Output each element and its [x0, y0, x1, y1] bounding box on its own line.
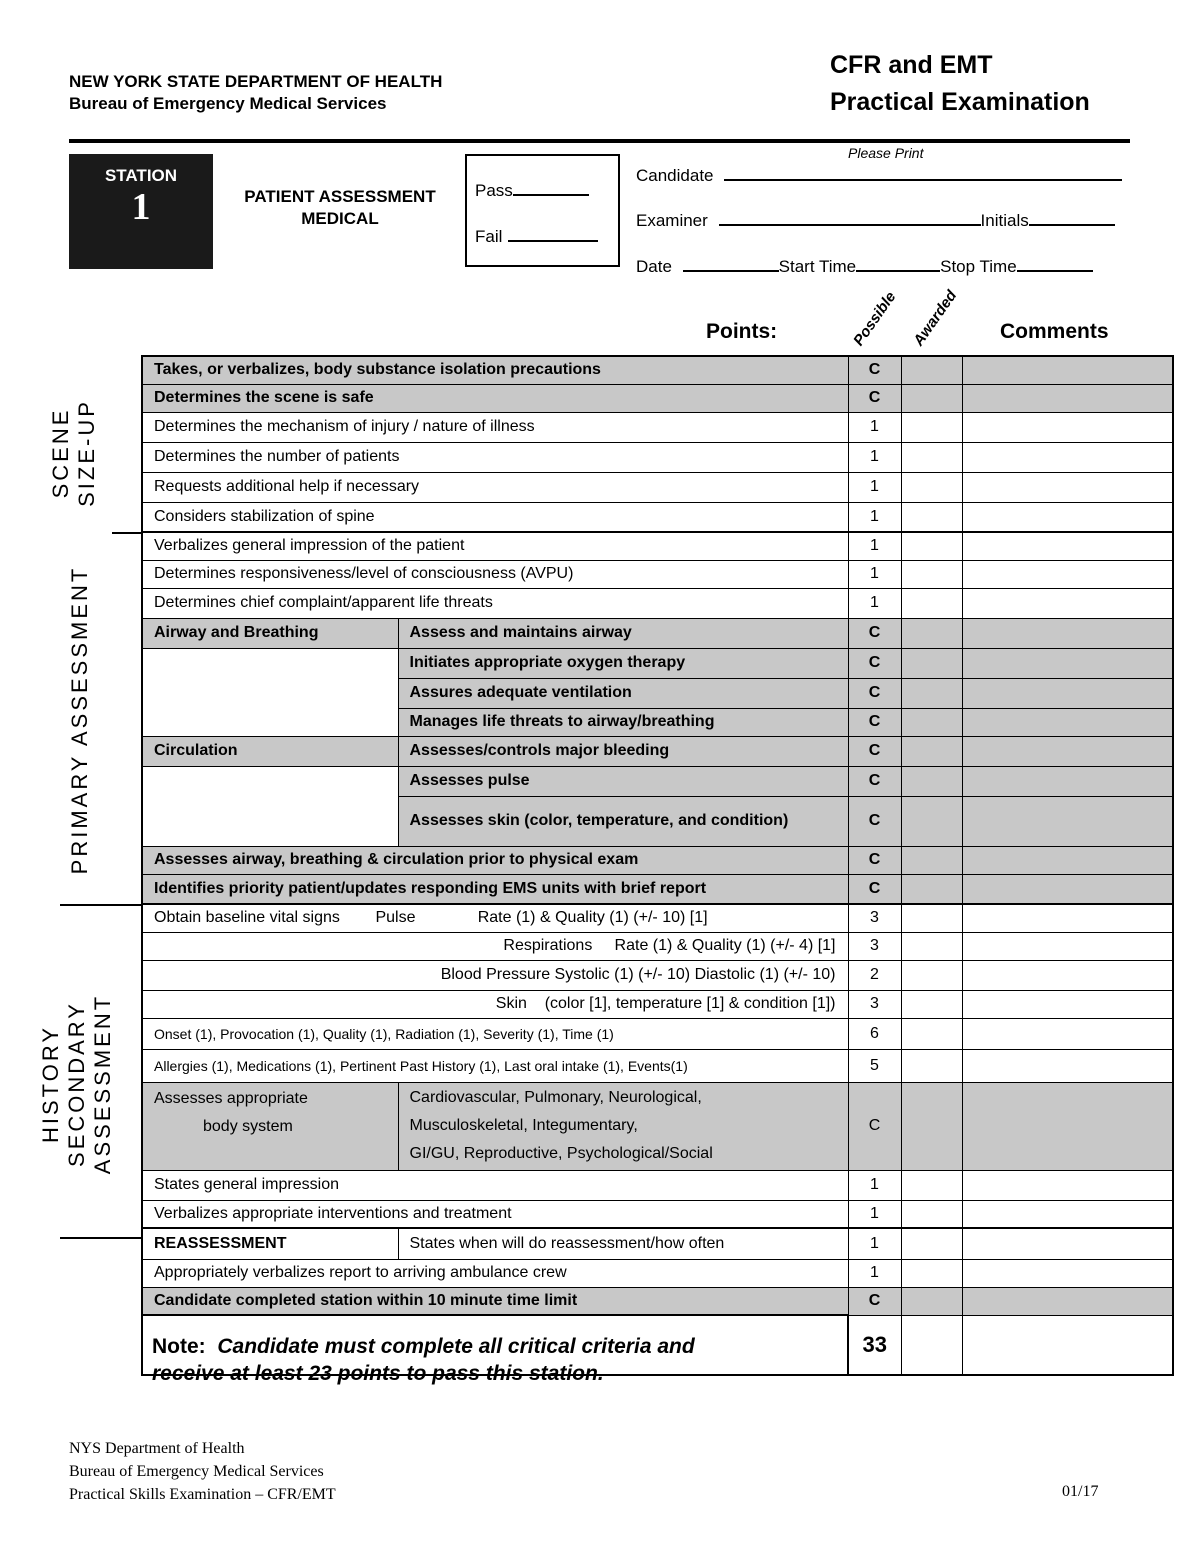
possible-points: C [848, 874, 901, 904]
possible-points: 1 [848, 1200, 901, 1228]
possible-points: 3 [848, 990, 901, 1018]
step-text: Considers stabilization of spine [142, 502, 848, 532]
group-label-empty [142, 766, 398, 846]
awarded-cell[interactable] [901, 1287, 962, 1315]
fail-line[interactable] [508, 224, 598, 242]
possible-points: C [848, 384, 901, 412]
station-name-line-2: MEDICAL [301, 209, 379, 228]
awarded-cell[interactable] [901, 990, 962, 1018]
fail-field[interactable] [475, 224, 598, 247]
possible-points: 1 [848, 472, 901, 502]
step-text: Manages life threats to airway/breathing [398, 708, 848, 736]
table-row [142, 766, 1173, 796]
awarded-cell[interactable] [901, 846, 962, 874]
group-label: REASSESSMENT [142, 1228, 398, 1259]
body-system-line-1: Cardiovascular, Pulmonary, Neurological, [409, 1089, 702, 1106]
step-text: Appropriately verbalizes report to arriving ambulance crew [142, 1259, 848, 1287]
step-text: Skin (color [1], temperature [1] & condition [1]) [142, 990, 848, 1018]
awarded-cell[interactable] [901, 356, 962, 384]
note-prefix: Note: [152, 1335, 206, 1358]
start-time-line[interactable] [856, 254, 940, 272]
table-row [142, 1259, 1173, 1287]
total-awarded-cell[interactable] [901, 1315, 962, 1375]
step-text: Assess and maintains airway [398, 618, 848, 648]
table-row [142, 932, 1173, 960]
awarded-cell[interactable] [901, 472, 962, 502]
section-scene-line-1: SCENE [48, 407, 73, 499]
section-history-line-3: ASSESSMENT [90, 993, 115, 1175]
table-row [142, 1200, 1173, 1228]
table-row [142, 532, 1173, 560]
awarded-cell[interactable] [901, 532, 962, 560]
pass-field[interactable] [475, 178, 589, 201]
table-row [142, 990, 1173, 1018]
station-number: 1 [131, 186, 151, 228]
step-text: Assesses skin (color, temperature, and condition) [398, 796, 848, 846]
possible-points: C [848, 678, 901, 708]
table-row [142, 502, 1173, 532]
possible-points: 1 [848, 442, 901, 472]
table-row [142, 1049, 1173, 1082]
table-row [142, 1170, 1173, 1200]
table-row [142, 472, 1173, 502]
possible-points: C [848, 796, 901, 846]
comments-cell[interactable] [962, 442, 1173, 472]
points-heading: Points: [706, 320, 778, 343]
group-label: Airway and Breathing [142, 618, 398, 648]
fail-label: Fail [475, 227, 503, 246]
footer [69, 1437, 336, 1506]
step-text: Allergies (1), Medications (1), Pertinent Past History (1), Last oral intake (1), Events(1) [142, 1049, 848, 1082]
table-row [142, 874, 1173, 904]
section-divider [60, 1237, 142, 1239]
note-line-1: Candidate must complete all critical criteria and [217, 1335, 695, 1358]
group-label [142, 1082, 398, 1170]
possible-points: 1 [848, 532, 901, 560]
table-row [142, 846, 1173, 874]
please-print-hint: Please Print [848, 145, 924, 161]
table-row [142, 1082, 1173, 1170]
possible-points: C [848, 766, 901, 796]
date-line[interactable] [683, 254, 779, 272]
candidate-line[interactable] [724, 163, 1122, 181]
body-system-label-1: Assesses appropriate [154, 1089, 308, 1107]
awarded-cell[interactable] [901, 708, 962, 736]
step-text: Requests additional help if necessary [142, 472, 848, 502]
step-text: Obtain baseline vital signs Pulse Rate (1) & Quality (1) (+/- 10) [1] [142, 904, 848, 932]
possible-points: C [848, 356, 901, 384]
station-label: STATION [104, 166, 178, 185]
step-text: Determines the number of patients [142, 442, 848, 472]
comments-cell[interactable] [962, 412, 1173, 442]
table-row [142, 356, 1173, 384]
comments-cell[interactable] [962, 356, 1173, 384]
section-primary-assessment: PRIMARY ASSESSMENT [67, 565, 92, 875]
awarded-cell[interactable] [901, 384, 962, 412]
examiner-field[interactable] [636, 208, 1115, 231]
possible-points: C [848, 846, 901, 874]
possible-points: C [848, 736, 901, 766]
table-row [142, 384, 1173, 412]
body-system-line-2: Musculoskeletal, Integumentary, [409, 1117, 638, 1134]
comments-cell[interactable] [962, 874, 1173, 904]
possible-points: C [848, 618, 901, 648]
date-label: Date [636, 257, 672, 276]
station-name [222, 186, 458, 230]
table-row [142, 736, 1173, 766]
org-header [69, 71, 442, 115]
total-comments-cell[interactable] [962, 1315, 1173, 1375]
awarded-cell[interactable] [901, 1200, 962, 1228]
step-text: Assesses airway, breathing & circulation prior to physical exam [142, 846, 848, 874]
header-divider [69, 139, 1130, 143]
org-bureau: Bureau of Emergency Medical Services [69, 94, 387, 113]
table-row [142, 588, 1173, 618]
comments-cell[interactable] [962, 384, 1173, 412]
step-text: Candidate completed station within 10 minute time limit [142, 1287, 848, 1315]
total-possible-points: 33 [848, 1315, 901, 1375]
step-text: Determines the scene is safe [142, 384, 848, 412]
step-text: Blood Pressure Systolic (1) (+/- 10) Diastolic (1) (+/- 10) [142, 960, 848, 990]
stop-time-line[interactable] [1017, 254, 1093, 272]
revision-date: 01/17 [1062, 1483, 1099, 1500]
comments-cell[interactable] [962, 1049, 1173, 1082]
comments-cell[interactable] [962, 532, 1173, 560]
table-row [142, 648, 1173, 678]
step-text: Assesses/controls major bleeding [398, 736, 848, 766]
comments-heading: Comments [1000, 320, 1109, 343]
table-row [142, 412, 1173, 442]
title-line-2: Practical Examination [830, 88, 1090, 116]
org-name: NEW YORK STATE DEPARTMENT OF HEALTH [69, 72, 443, 91]
possible-points: C [848, 1287, 901, 1315]
awarded-cell[interactable] [901, 766, 962, 796]
note-line-2: receive at least 23 points to pass this station. [152, 1362, 604, 1385]
step-text: Identifies priority patient/updates responding EMS units with brief report [142, 874, 848, 904]
awarded-cell[interactable] [901, 648, 962, 678]
table-row [142, 904, 1173, 932]
awarded-cell[interactable] [901, 796, 962, 846]
comments-cell[interactable] [962, 1200, 1173, 1228]
comments-cell[interactable] [962, 588, 1173, 618]
possible-points: 1 [848, 588, 901, 618]
awarded-cell[interactable] [901, 588, 962, 618]
comments-cell[interactable] [962, 1082, 1173, 1170]
comments-cell[interactable] [962, 678, 1173, 708]
step-text: Assesses pulse [398, 766, 848, 796]
comments-cell[interactable] [962, 618, 1173, 648]
awarded-cell[interactable] [901, 442, 962, 472]
step-text: States when will do reassessment/how often [398, 1228, 848, 1259]
step-text: Verbalizes general impression of the patient [142, 532, 848, 560]
awarded-cell[interactable] [901, 1082, 962, 1170]
comments-cell[interactable] [962, 502, 1173, 532]
table-row [142, 560, 1173, 588]
comments-cell[interactable] [962, 560, 1173, 588]
page-title [830, 47, 1090, 121]
section-history-line-2: SECONDARY [64, 1001, 89, 1167]
step-text: Determines responsiveness/level of consciousness (AVPU) [142, 560, 848, 588]
body-system-line-3: GI/GU, Reproductive, Psychological/Social [409, 1145, 713, 1162]
possible-points: 1 [848, 1259, 901, 1287]
footer-line-1: NYS Department of Health [69, 1440, 245, 1457]
footer-line-3: Practical Skills Examination – CFR/EMT [69, 1486, 336, 1503]
date-time-field[interactable] [636, 254, 1093, 277]
comments-cell[interactable] [962, 1018, 1173, 1049]
comments-cell[interactable] [962, 1228, 1173, 1259]
comments-cell[interactable] [962, 472, 1173, 502]
possible-points: 2 [848, 960, 901, 990]
possible-points: 3 [848, 932, 901, 960]
awarded-heading: Awarded [910, 287, 961, 349]
section-divider [112, 532, 142, 534]
scoring-table [141, 355, 1174, 1376]
awarded-cell[interactable] [901, 960, 962, 990]
step-text: Determines chief complaint/apparent life threats [142, 588, 848, 618]
comments-cell[interactable] [962, 960, 1173, 990]
possible-points: 5 [848, 1049, 901, 1082]
possible-points: C [848, 1082, 901, 1170]
possible-points: 1 [848, 1170, 901, 1200]
pass-criteria-note [152, 1333, 695, 1387]
stop-time-label: Stop Time [940, 257, 1017, 276]
awarded-cell[interactable] [901, 874, 962, 904]
table-row [142, 618, 1173, 648]
section-scene-line-2: SIZE-UP [74, 399, 99, 507]
comments-cell[interactable] [962, 1287, 1173, 1315]
section-history-secondary [38, 924, 116, 1244]
step-text: Initiates appropriate oxygen therapy [398, 648, 848, 678]
step-text: Assures adequate ventilation [398, 678, 848, 708]
table-row [142, 1018, 1173, 1049]
awarded-cell[interactable] [901, 1049, 962, 1082]
title-line-1: CFR and EMT [830, 51, 993, 79]
step-text: Takes, or verbalizes, body substance isolation precautions [142, 356, 848, 384]
possible-points: 1 [848, 502, 901, 532]
step-text [398, 1082, 848, 1170]
awarded-cell[interactable] [901, 1228, 962, 1259]
awarded-cell[interactable] [901, 1170, 962, 1200]
step-text: Onset (1), Provocation (1), Quality (1), Radiation (1), Severity (1), Time (1) [142, 1018, 848, 1049]
comments-cell[interactable] [962, 766, 1173, 796]
table-row [142, 960, 1173, 990]
section-divider [60, 904, 142, 906]
candidate-label: Candidate [636, 166, 714, 185]
step-text: Determines the mechanism of injury / nature of illness [142, 412, 848, 442]
possible-points: 6 [848, 1018, 901, 1049]
comments-cell[interactable] [962, 846, 1173, 874]
awarded-cell[interactable] [901, 412, 962, 442]
awarded-cell[interactable] [901, 618, 962, 648]
possible-points: 1 [848, 412, 901, 442]
body-system-label-2: body system [203, 1117, 293, 1135]
awarded-cell[interactable] [901, 904, 962, 932]
comments-cell[interactable] [962, 736, 1173, 766]
comments-cell[interactable] [962, 990, 1173, 1018]
awarded-cell[interactable] [901, 560, 962, 588]
candidate-field[interactable] [636, 163, 1122, 186]
possible-points: C [848, 708, 901, 736]
possible-points: 3 [848, 904, 901, 932]
pass-label: Pass [475, 181, 513, 200]
station-box [69, 154, 213, 269]
possible-points: C [848, 648, 901, 678]
step-text: Respirations Rate (1) & Quality (1) (+/- 4) [1] [142, 932, 848, 960]
possible-points: 1 [848, 1228, 901, 1259]
awarded-cell[interactable] [901, 932, 962, 960]
examiner-line[interactable] [719, 208, 981, 226]
comments-cell[interactable] [962, 932, 1173, 960]
table-row [142, 1287, 1173, 1315]
possible-points: 1 [848, 560, 901, 588]
comments-cell[interactable] [962, 648, 1173, 678]
awarded-cell[interactable] [901, 502, 962, 532]
awarded-cell[interactable] [901, 1018, 962, 1049]
footer-line-2: Bureau of Emergency Medical Services [69, 1463, 324, 1480]
group-label: Circulation [142, 736, 398, 766]
pass-fail-box [465, 154, 620, 267]
examiner-label: Examiner [636, 211, 708, 230]
awarded-cell[interactable] [901, 1259, 962, 1287]
group-label-empty [142, 648, 398, 736]
station-name-line-1: PATIENT ASSESSMENT [244, 187, 436, 206]
start-time-label: Start Time [778, 257, 857, 276]
awarded-cell[interactable] [901, 678, 962, 708]
comments-cell[interactable] [962, 796, 1173, 846]
initials-label: Initials [980, 211, 1029, 230]
comments-cell[interactable] [962, 1259, 1173, 1287]
pass-line[interactable] [513, 178, 589, 196]
comments-cell[interactable] [962, 1170, 1173, 1200]
table-row [142, 1228, 1173, 1259]
awarded-cell[interactable] [901, 736, 962, 766]
table-row [142, 442, 1173, 472]
section-history-line-1: HISTORY [38, 1025, 63, 1143]
initials-line[interactable] [1029, 208, 1115, 226]
comments-cell[interactable] [962, 708, 1173, 736]
comments-cell[interactable] [962, 904, 1173, 932]
step-text: Verbalizes appropriate interventions and treatment [142, 1200, 848, 1228]
step-text: States general impression [142, 1170, 848, 1200]
possible-heading: Possible [850, 288, 900, 349]
